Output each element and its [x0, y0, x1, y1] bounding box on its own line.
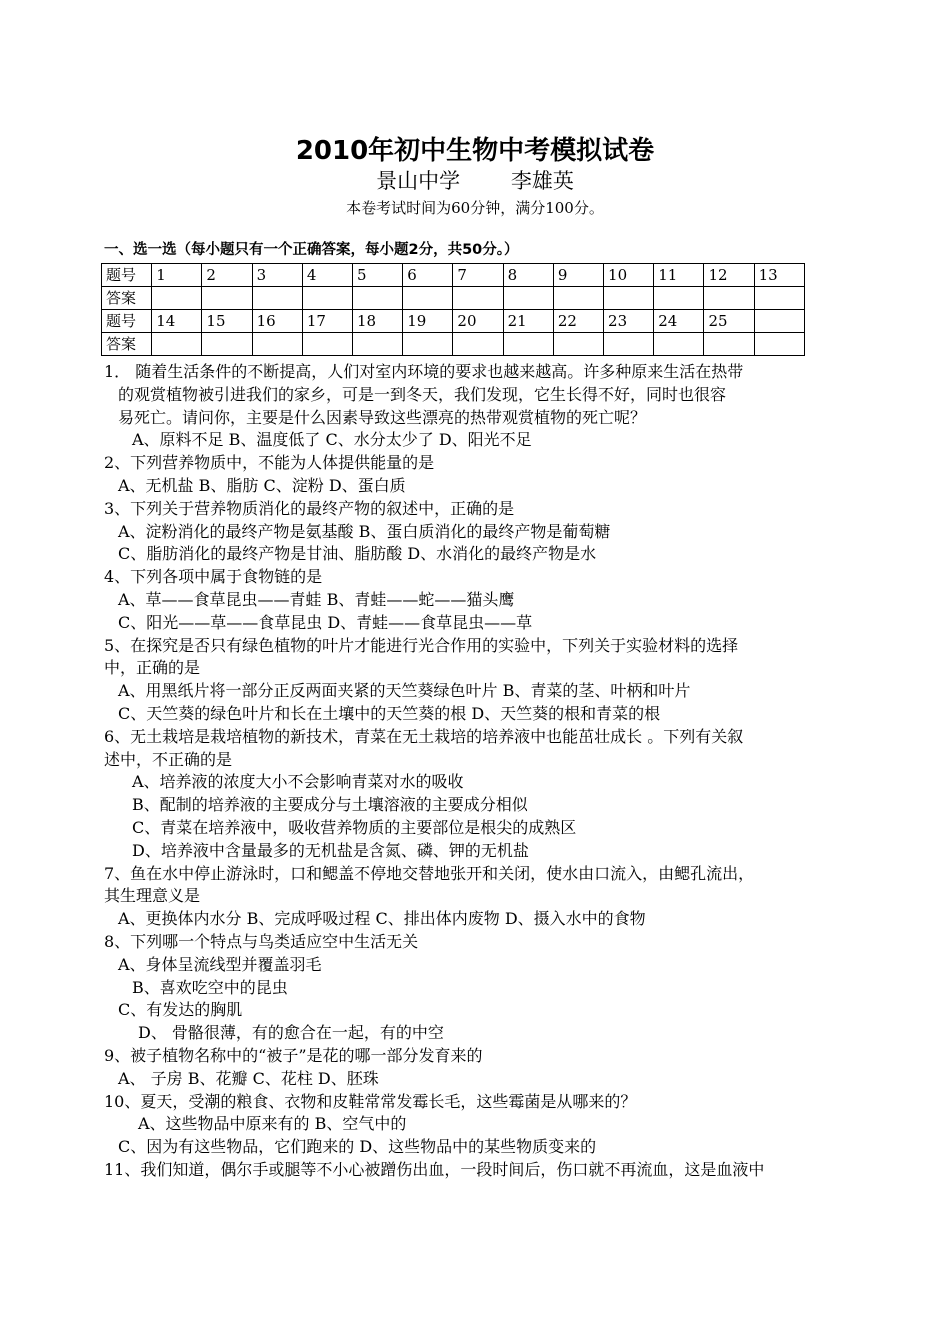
question-line: 易死亡。请问你，主要是什么因素导致这些漂亮的热带观赏植物的死亡呢？ [118, 407, 647, 427]
option-line: C、青菜在培养液中，吸收营养物质的主要部位是根尖的成熟区 [132, 817, 577, 837]
table-cell: 6 [403, 264, 453, 287]
question-line: 8、下列哪一个特点与鸟类适应空中生活无关 [104, 931, 419, 951]
option-line: B、喜欢吃空中的昆虫 [132, 977, 288, 997]
option-line: A、原料不足 B、温度低了 C、水分太少了 D、阳光不足 [132, 430, 532, 450]
question-line: 其生理意义是 [104, 886, 201, 906]
option-line: A、培养液的浓度大小不会影响青菜对水的吸收 [132, 772, 464, 792]
question-line: 10、夏天，受潮的粮食、衣物和皮鞋常常发霉长毛，这些霉菌是从哪来的？ [104, 1091, 637, 1111]
exam-title: 2010年初中生物中考模拟试卷 [295, 136, 655, 166]
table-cell: 4 [302, 264, 352, 287]
option-line: C、有发达的胸肌 [118, 1000, 243, 1020]
option-line: D、培养液中含量最多的无机盐是含氮、磷、钾的无机盐 [132, 840, 529, 860]
table-cell: 22 [553, 310, 603, 333]
table-cell: 23 [604, 310, 654, 333]
option-line: B、配制的培养液的主要成分与土壤溶液的主要成分相似 [132, 795, 528, 815]
table-cell: 1 [152, 264, 202, 287]
question-line: 3、下列关于营养物质消化的最终产物的叙述中，正确的是 [104, 498, 515, 518]
table-cell: 24 [654, 310, 704, 333]
answer-cell[interactable] [252, 333, 302, 356]
answer-cell[interactable] [403, 287, 453, 310]
author-line [0, 166, 950, 196]
table-header-cell: 题号 [102, 310, 152, 333]
question-line: 5、在探究是否只有绿色植物的叶片才能进行光合作用的实验中，下列关于实验材料的选择 [104, 635, 739, 655]
option-line: A、更换体内水分 B、完成呼吸过程 C、排出体内废物 D、摄入水中的食物 [118, 909, 646, 929]
option-line: A、身体呈流线型并覆盖羽毛 [118, 954, 322, 974]
question-line: 2、下列营养物质中，不能为人体提供能量的是 [104, 453, 435, 473]
answer-cell[interactable] [353, 287, 403, 310]
answer-cell[interactable] [553, 287, 603, 310]
table-header-cell: 答案 [102, 287, 152, 310]
table-cell: 7 [453, 264, 503, 287]
table-row [102, 310, 805, 333]
answer-cell[interactable] [553, 333, 603, 356]
answer-cell[interactable] [704, 333, 754, 356]
option-line: C、因为有这些物品，它们跑来的 D、这些物品中的某些物质变来的 [118, 1137, 597, 1157]
question-line: 6、无土栽培是栽培植物的新技术，青菜在无土栽培的培养液中也能茁壮成长 。下列有关叙 [104, 726, 744, 746]
table-cell: 25 [704, 310, 754, 333]
answer-cell[interactable] [604, 287, 654, 310]
table-cell: 17 [302, 310, 352, 333]
table-cell: 10 [604, 264, 654, 287]
answer-cell[interactable] [453, 333, 503, 356]
exam-notice: 本卷考试时间为60分钟，满分100分。 [346, 199, 604, 217]
option-line: C、天竺葵的绿色叶片和长在土壤中的天竺葵的根 D、天竺葵的根和青菜的根 [118, 703, 661, 723]
question-line: 4、下列各项中属于食物链的是 [104, 567, 323, 587]
option-line: A、淀粉消化的最终产物是氨基酸 B、蛋白质消化的最终产物是葡萄糖 [118, 521, 611, 541]
table-cell: 18 [353, 310, 403, 333]
answer-cell[interactable] [152, 287, 202, 310]
answer-cell[interactable] [654, 287, 704, 310]
question-line: 9、被子植物名称中的“被子”是花的哪一部分发育来的 [104, 1045, 483, 1065]
answer-cell[interactable] [503, 333, 553, 356]
answer-cell[interactable] [403, 333, 453, 356]
table-cell: 5 [353, 264, 403, 287]
question-line: 述中，不正确的是 [104, 749, 233, 769]
option-line: C、脂肪消化的最终产物是甘油、脂肪酸 D、水消化的最终产物是水 [118, 544, 597, 564]
option-line: A、用黑纸片将一部分正反两面夹紧的天竺葵绿色叶片 B、青菜的茎、叶柄和叶片 [118, 681, 691, 701]
answer-cell[interactable] [202, 287, 252, 310]
answer-table [101, 263, 805, 356]
table-cell: 14 [152, 310, 202, 333]
table-cell [754, 310, 804, 333]
answer-cell[interactable] [604, 333, 654, 356]
answer-cell[interactable] [353, 333, 403, 356]
question-line: 的观赏植物被引进我们的家乡，可是一到冬天，我们发现，它生长得不好，同时也很容 [118, 384, 727, 404]
table-cell: 11 [654, 264, 704, 287]
table-header-cell: 题号 [102, 264, 152, 287]
table-row [102, 287, 805, 310]
table-cell: 13 [754, 264, 804, 287]
answer-cell[interactable] [252, 287, 302, 310]
table-cell: 15 [202, 310, 252, 333]
answer-cell[interactable] [503, 287, 553, 310]
table-header-cell: 答案 [102, 333, 152, 356]
answer-cell[interactable] [152, 333, 202, 356]
table-cell: 9 [553, 264, 603, 287]
answer-cell[interactable] [302, 287, 352, 310]
section-heading: 一、选一选（每小题只有一个正确答案，每小题2分，共50分。） [104, 242, 519, 258]
option-line: D、 骨骼很薄，有的愈合在一起，有的中空 [138, 1023, 444, 1043]
table-cell: 12 [704, 264, 754, 287]
table-cell: 2 [202, 264, 252, 287]
option-line: A、无机盐 B、脂肪 C、淀粉 D、蛋白质 [118, 475, 406, 495]
option-line: C、阳光——草——食草昆虫 D、青蛙——食草昆虫——草 [118, 612, 533, 632]
answer-cell[interactable] [302, 333, 352, 356]
school-name: 景山中学 [376, 169, 461, 193]
answer-cell[interactable] [453, 287, 503, 310]
answer-cell[interactable] [754, 333, 804, 356]
author-name: 李雄英 [510, 169, 574, 193]
answer-cell[interactable] [754, 287, 804, 310]
table-row [102, 264, 805, 287]
question-line: 中，正确的是 [104, 658, 201, 678]
question-line: 7、鱼在水中停止游泳时，口和鳃盖不停地交替地张开和关闭，使水由口流入，由鳃孔流出， [104, 863, 755, 883]
table-cell: 19 [403, 310, 453, 333]
table-cell: 16 [252, 310, 302, 333]
table-cell: 3 [252, 264, 302, 287]
answer-cell[interactable] [202, 333, 252, 356]
table-cell: 20 [453, 310, 503, 333]
table-cell: 8 [503, 264, 553, 287]
answer-cell[interactable] [654, 333, 704, 356]
question-list [104, 361, 850, 1182]
question-line: 11、我们知道，偶尔手或腿等不小心被蹭伤出血，一段时间后，伤口就不再流血，这是血液中 [104, 1159, 765, 1179]
question-line: 1． 随着生活条件的不断提高，人们对室内环境的要求也越来越高。许多种原来生活在热带 [104, 362, 744, 381]
table-cell: 21 [503, 310, 553, 333]
table-row [102, 333, 805, 356]
option-line: A、 子房 B、花瓣 C、花柱 D、胚珠 [118, 1068, 379, 1088]
option-line: A、这些物品中原来有的 B、空气中的 [138, 1114, 407, 1134]
answer-cell[interactable] [704, 287, 754, 310]
option-line: A、草——食草昆虫——青蛙 B、青蛙——蛇——猫头鹰 [118, 589, 515, 609]
